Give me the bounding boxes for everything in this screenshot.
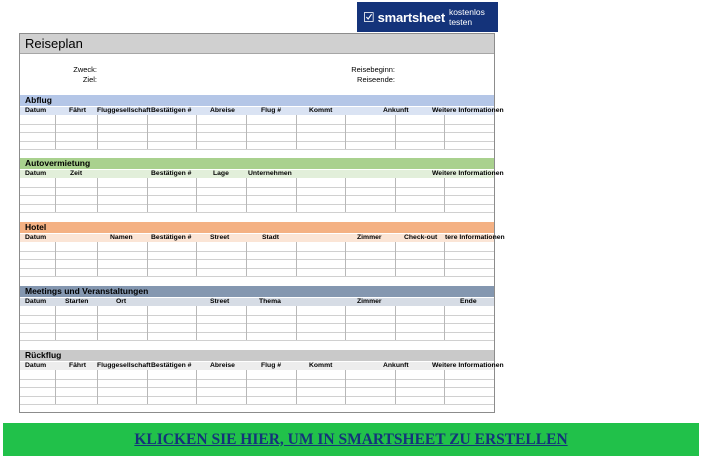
column-header: Fährt [69, 362, 86, 369]
column-divider [444, 306, 445, 340]
column-header: Flug # [261, 362, 282, 369]
column-divider [55, 306, 56, 340]
column-header: Kommt [309, 107, 333, 114]
column-header: Abreise [210, 362, 235, 369]
section-title-meetings: Meetings und Veranstaltungen [25, 286, 149, 296]
column-header: Street [210, 234, 230, 241]
column-header: Kommt [309, 362, 333, 369]
row-divider [20, 212, 494, 213]
column-divider [246, 370, 247, 404]
column-header: Datum [25, 298, 47, 305]
grid-hotel [20, 242, 494, 276]
row-divider [20, 251, 494, 252]
column-header: Zeit [70, 170, 83, 177]
row-divider [20, 259, 494, 260]
row-divider [20, 404, 494, 405]
column-header: Stadt [262, 234, 279, 241]
column-divider [97, 115, 98, 149]
column-divider [395, 178, 396, 212]
row-divider [20, 323, 494, 324]
column-divider [97, 178, 98, 212]
section-header-rueckflug [20, 350, 494, 361]
section-header-abflug [20, 95, 494, 106]
column-divider [246, 115, 247, 149]
column-divider [196, 242, 197, 276]
column-divider [55, 178, 56, 212]
column-header: Datum [25, 170, 47, 177]
column-header: Flug # [261, 107, 282, 114]
column-divider [296, 178, 297, 212]
title-bar [20, 34, 494, 54]
column-header: Fährt [69, 107, 86, 114]
smartsheet-try-badge[interactable] [357, 2, 498, 32]
row-divider [20, 268, 494, 269]
column-header: Bestätigen # [151, 362, 192, 369]
smartsheet-logo-icon [364, 11, 374, 23]
column-divider [444, 370, 445, 404]
column-headers-hotel [20, 234, 505, 242]
column-divider [147, 306, 148, 340]
row-divider [20, 396, 494, 397]
column-divider [246, 306, 247, 340]
row-divider [20, 332, 494, 333]
column-header: Weitere Informationen [432, 107, 504, 114]
column-header: Ende [460, 298, 477, 305]
section-title-rueckflug: Rückflug [25, 350, 62, 360]
row-divider [20, 132, 494, 133]
column-divider [97, 370, 98, 404]
column-divider [444, 178, 445, 212]
column-divider [246, 242, 247, 276]
page-title: Reiseplan [25, 36, 83, 51]
column-header: Bestätigen # [151, 170, 192, 177]
column-divider [395, 306, 396, 340]
column-header: Lage [213, 170, 229, 177]
column-divider [296, 115, 297, 149]
column-divider [444, 115, 445, 149]
column-header: Check-out [404, 234, 438, 241]
row-divider [20, 387, 494, 388]
cta-banner[interactable] [3, 423, 699, 456]
column-divider [345, 242, 346, 276]
grid-abflug [20, 115, 494, 149]
column-header: Namen [110, 234, 133, 241]
column-divider [345, 115, 346, 149]
column-divider [147, 242, 148, 276]
row-divider [20, 315, 494, 316]
section-header-hotel [20, 222, 494, 233]
column-divider [246, 178, 247, 212]
column-divider [196, 370, 197, 404]
column-divider [147, 115, 148, 149]
column-divider [147, 370, 148, 404]
column-header: Weitere Informationen [432, 362, 504, 369]
reisebeginn-label: Reisebeginn: [351, 65, 395, 74]
column-header: Fluggesellschaft [97, 362, 151, 369]
row-divider [20, 195, 494, 196]
column-headers-auto [20, 170, 504, 178]
column-headers-rueckflug [20, 362, 504, 370]
row-divider [20, 141, 494, 142]
column-header: Ort [116, 298, 127, 305]
column-headers-meetings [20, 298, 494, 306]
column-header: Datum [25, 107, 47, 114]
column-header: Abreise [210, 107, 235, 114]
column-divider [296, 306, 297, 340]
zweck-label: Zweck: [73, 65, 97, 74]
column-divider [296, 242, 297, 276]
column-divider [395, 115, 396, 149]
column-divider [444, 242, 445, 276]
column-header: Thema [259, 298, 281, 305]
column-divider [55, 242, 56, 276]
column-header: Ankunft [383, 107, 409, 114]
section-header-auto [20, 158, 494, 169]
column-header: Bestätigen # [151, 234, 192, 241]
badge-brand: smartsheet [377, 9, 445, 25]
column-header: Zimmer [357, 234, 382, 241]
ziel-label: Ziel: [82, 75, 97, 84]
column-header: Weitere Informationen [432, 170, 504, 177]
column-divider [296, 370, 297, 404]
column-header: Unternehmen [248, 170, 292, 177]
column-divider [395, 242, 396, 276]
column-header: Starten [65, 298, 89, 305]
row-divider [20, 379, 494, 380]
column-header: Datum [25, 362, 47, 369]
row-divider [20, 276, 494, 277]
row-divider [20, 204, 494, 205]
column-divider [345, 178, 346, 212]
cta-link[interactable]: KLICKEN SIE HIER, UM IN SMARTSHEET ZU ERSTELLEN [134, 430, 568, 448]
badge-try-text: kostenlos testen [448, 7, 485, 27]
grid-meetings [20, 306, 494, 340]
grid-rueckflug [20, 370, 494, 404]
column-divider [345, 306, 346, 340]
column-divider [97, 242, 98, 276]
row-divider [20, 340, 494, 341]
travel-plan-sheet [19, 33, 505, 413]
column-header: tere Informationen [445, 234, 505, 241]
column-divider [345, 370, 346, 404]
column-divider [395, 370, 396, 404]
section-title-hotel: Hotel [25, 222, 47, 232]
row-divider [20, 149, 494, 150]
column-divider [97, 306, 98, 340]
column-header: Datum [25, 234, 47, 241]
column-header: Fluggesellschaft [97, 107, 151, 114]
column-header: Bestätigen # [151, 107, 192, 114]
column-header: Ankunft [383, 362, 409, 369]
column-divider [147, 178, 148, 212]
column-divider [55, 115, 56, 149]
column-divider [196, 115, 197, 149]
column-headers-abflug [20, 107, 504, 115]
reiseende-label: Reiseende: [357, 75, 395, 84]
row-divider [20, 124, 494, 125]
section-title-abflug: Abflug [25, 95, 52, 105]
column-divider [55, 370, 56, 404]
section-header-meetings [20, 286, 494, 297]
grid-auto [20, 178, 494, 212]
column-divider [196, 178, 197, 212]
section-title-auto: Autovermietung [25, 158, 91, 168]
column-header: Zimmer [357, 298, 382, 305]
row-divider [20, 187, 494, 188]
column-divider [196, 306, 197, 340]
column-header: Street [210, 298, 230, 305]
